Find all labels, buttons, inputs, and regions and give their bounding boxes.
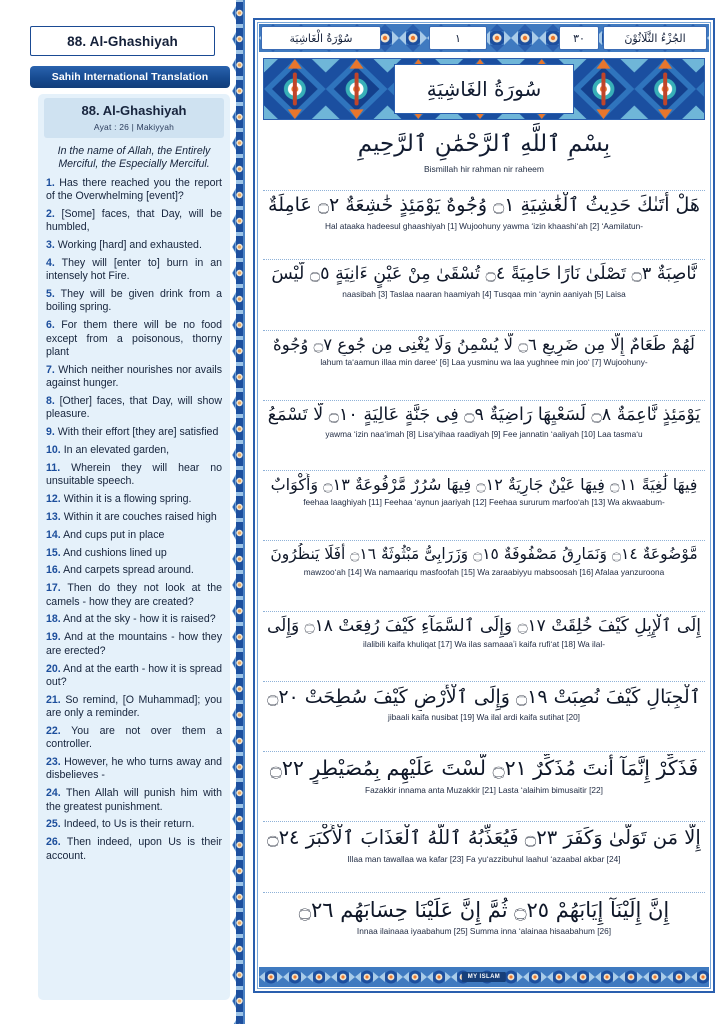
verse-translation-item [46, 426, 222, 439]
translation-panel [38, 94, 230, 1000]
ayah-arabic: ٱلْجِبَالِ كَيْفَ نُصِبَتْ ۝١٩ وَإِلَى ٱلْأَرْضِ كَيْفَ سُطِحَتْ ۝٢٠ [267, 685, 701, 708]
verse-number: 11. [46, 461, 61, 474]
verse-translation-item [46, 288, 222, 315]
verse-translation-item [46, 613, 222, 626]
verse-text: Within it are couches raised high [63, 510, 217, 523]
verse-text: [Other] faces, that Day, will show pleasure. [46, 395, 222, 421]
translation-source-ribbon [30, 66, 230, 88]
verse-translation-list [46, 177, 222, 863]
ayah-arabic: إِلَى ٱلْإِبِلِ كَيْفَ خُلِقَتْ ۝١٧ وَإِلَى ٱلسَّمَآءِ كَيْفَ رُفِعَتْ ۝١٨ وَإِلَى [267, 615, 701, 636]
ayah-transliteration: Fazakkir innama anta Muzakkir [21] Lasta ʻalaihim bimusaitir [22] [365, 784, 603, 795]
surah-header-banner [263, 58, 705, 120]
surah-banner-plate [394, 64, 574, 114]
verse-translation-item [46, 756, 222, 783]
verse-number: 9. [46, 426, 55, 439]
verse-translation-item [46, 257, 222, 284]
ayah-arabic: فَذَكِّرْ إِنَّمَآ أَنتَ مُذَكِّرٌ ۝٢١ لَّسْتَ عَلَيْهِم بِمُصَيْطِرٍ ۝٢٢ [269, 756, 699, 781]
verse-number: 24. [46, 787, 61, 800]
ayah-transliteration: feehaa laaghiyah [11] Feehaa ʻaynun jaariyah [12] Feehaa sururum marfooʻah [13] Wa akwaabum- [303, 497, 665, 508]
bismillah-translation: In the name of Allah, the Entirely Merciful, the Especially Merciful. [57, 144, 211, 171]
ayah-row [263, 541, 705, 611]
verse-translation-item [46, 511, 222, 524]
surah-banner-title: سُورَةُ الغَاشِيَةِ [426, 77, 542, 101]
surah-meta-box [44, 98, 224, 138]
verse-number: 19. [46, 631, 61, 644]
verse-translation-item [46, 444, 222, 457]
verse-text: Which neither nourishes nor avails against hunger. [46, 363, 222, 390]
ayah-transliteration: mawzooʻah [14] Wa namaariqu masfoofah [15] Wa zaraabiyyu mabsoosah [16] Afalaa yanzuroona [303, 566, 665, 577]
ayah-rows [263, 190, 705, 963]
band-juz-number [559, 26, 599, 50]
verse-text: They will be given drink from a boiling spring. [46, 288, 222, 314]
verse-number: 15. [46, 546, 61, 559]
surah-title-box [30, 26, 215, 56]
ayah-transliteration: ilalibili kaifa khuliqat [17] Wa ilas samaaaʼi kaifa rufiʻat [18] Wa ilal- [363, 639, 605, 650]
verse-text: You are not over them a controller. [46, 724, 222, 751]
verse-translation-item [46, 787, 222, 814]
verse-translation-item [46, 462, 222, 489]
verse-number: 5. [46, 288, 55, 301]
ayah-arabic: إِنَّ إِلَيْنَآ إِيَابَهُمْ ۝٢٥ ثُمَّ إِنَّ عَلَيْنَا حِسَابَهُم ۝٢٦ [298, 897, 670, 922]
verse-text: And cups put in place [63, 528, 165, 541]
ayah-transliteration: jibaali kaifa nusibat [19] Wa ilal ardi kaifa sutihat [20] [387, 712, 580, 723]
verse-number: 14. [46, 528, 61, 541]
surah-meta-sub: Ayat : 26 | Makiyyah [93, 121, 175, 132]
verse-number: 3. [46, 239, 55, 252]
verse-text: So remind, [O Muhammad]; you are only a reminder. [46, 693, 222, 720]
verse-number: 21. [46, 693, 61, 706]
verse-text: However, he who turns away and disbelieves - [46, 756, 222, 782]
verse-number: 7. [46, 363, 55, 376]
verse-translation-item [46, 208, 222, 235]
ayah-row [263, 612, 705, 682]
verse-number: 20. [46, 662, 61, 675]
verse-text: And cushions lined up [63, 546, 167, 559]
bottom-ornament-band [259, 967, 709, 987]
arabic-column [248, 0, 725, 1024]
ayah-row [263, 260, 705, 330]
verse-text: And carpets spread around. [63, 564, 194, 577]
verse-translation-item [46, 836, 222, 863]
ayah-transliteration: naasibah [3] Taslaa naaran haamiyah [4] Tusqaa min ʻaynin aaniyah [5] Laisa [342, 288, 626, 299]
verse-translation-item [46, 663, 222, 690]
ayah-row [263, 331, 705, 401]
verse-number: 4. [46, 256, 55, 269]
verse-text: [Some] faces, that Day, will be humbled, [46, 207, 222, 234]
brand-badge: MY ISLAM [462, 972, 506, 982]
arabic-page-frame [253, 18, 715, 993]
bismillah-arabic: بِسْمِ ٱللَّهِ ٱلرَّحْمَٰنِ ٱلرَّحِيمِ [357, 131, 611, 157]
band-juz-number-text: ٣٠ [573, 31, 585, 45]
band-surah-name [261, 26, 381, 50]
verse-translation-item [46, 239, 222, 252]
band-juz-name [603, 26, 707, 50]
translation-source-label: Sahih International Translation [51, 71, 209, 83]
verse-number: 6. [46, 319, 55, 332]
bismillah-transliteration: Bismillah hir rahman nir raheem [424, 164, 544, 175]
verse-translation-item [46, 364, 222, 391]
verse-text: Then indeed, upon Us is their account. [46, 836, 222, 862]
ayah-row [263, 752, 705, 822]
ornamental-divider-strip [232, 0, 246, 1024]
verse-text: Wherein they will hear no unsuitable speech. [46, 461, 222, 488]
verse-translation-item [46, 694, 222, 721]
verse-text: In an elevated garden, [63, 444, 170, 457]
verse-translation-item [46, 631, 222, 658]
page-info-band [259, 24, 709, 52]
band-page-number-text: ١ [455, 31, 461, 45]
verse-number: 17. [46, 582, 61, 595]
verse-translation-item [46, 582, 222, 609]
ayah-row [263, 190, 705, 260]
verse-text: And at the earth - how it is spread out? [46, 662, 223, 688]
ayah-transliteration: lahum taʻaamun illaa min dareeʻ [6] Laa yusminu wa laa yughnee min jooʻ [7] Wujoohuny- [320, 357, 648, 368]
verse-text: For them there will be no food except from a poisonous, thorny plant [46, 319, 222, 358]
verse-number: 13. [46, 510, 61, 523]
ayah-transliteration: Hal ataaka hadeesul ghaashiyah [1] Wujoohuny yawma ʻizin khaashiʻah [2] ʻAamilatun- [324, 220, 644, 231]
verse-text: Indeed, to Us is their return. [63, 818, 195, 831]
verse-number: 10. [46, 444, 61, 457]
ayah-arabic: يَوْمَئِذٍ نَّاعِمَةٌ ۝٨ لِّسَعْيِهَا رَاضِيَةٌ ۝٩ فِى جَنَّةٍ عَالِيَةٍ ۝١٠ لَّا تَسْمَعُ [267, 404, 701, 425]
surah-title-text: 88. Al-Ghashiyah [67, 33, 178, 49]
ayah-row [263, 471, 705, 541]
ayah-arabic: لَهُمْ طَعَامٌ إِلَّا مِن ضَرِيعٍ ۝٦ لَّا يُسْمِنُ وَلَا يُغْنِى مِن جُوعٍ ۝٧ وُجُوهٌ [273, 334, 695, 354]
verse-translation-item [46, 564, 222, 577]
verse-text: Within it is a flowing spring. [63, 493, 192, 506]
ayah-row [263, 822, 705, 892]
verse-number: 25. [46, 818, 61, 831]
verse-text: Then do they not look at the camels - how they are created? [46, 582, 222, 608]
ayah-arabic: مَّوْضُوعَةٌ ۝١٤ وَنَمَارِقُ مَصْفُوفَةٌ ۝١٥ وَزَرَابِىُّ مَبْثُوثَةٌ ۝١٦ أَفَلَا يَنظُرُونَ [270, 545, 698, 564]
ayah-row [263, 401, 705, 471]
verse-text: Working [hard] and exhausted. [57, 239, 202, 252]
ayah-arabic: نَّاصِبَةٌ ۝٣ تَصْلَىٰ نَارًا حَامِيَةً ۝٤ تُسْقَىٰ مِنْ عَيْنٍ ءَانِيَةٍ ۝٥ لَّيْسَ [271, 264, 697, 285]
verse-translation-item [46, 395, 222, 422]
verse-number: 18. [46, 613, 61, 626]
verse-translation-item [46, 529, 222, 542]
verse-number: 26. [46, 836, 61, 849]
ayah-row [263, 682, 705, 752]
band-juz-name-text: الجُزْءُ الثَّلَاثُوْنَ [624, 31, 686, 45]
ayah-transliteration: yawma ʻizin naaʻimah [8] Lisaʻyihaa raadiyah [9] Fee jannatin ʻaaliyah [10] Laa tasmaʻu [325, 429, 643, 440]
ayah-row [263, 893, 705, 963]
verse-number: 23. [46, 756, 61, 769]
verse-text: Has there reached you the report of the Overwhelming [event]? [46, 176, 222, 203]
verse-number: 12. [46, 493, 61, 506]
verse-translation-item [46, 177, 222, 204]
verse-number: 1. [46, 176, 55, 189]
ayah-arabic: فِيهَا لَٰغِيَةً ۝١١ فِيهَا عَيْنٌ جَارِيَةٌ ۝١٢ فِيهَا سُرُرٌ مَّرْفُوعَةٌ ۝١٣ وَأَكْوَابٌ [270, 475, 698, 495]
surah-meta-name: 88. Al-Ghashiyah [81, 103, 187, 118]
ayah-arabic: إِلَّا مَن تَوَلَّىٰ وَكَفَرَ ۝٢٣ فَيُعَذِّبُهُ ٱللَّهُ ٱلْعَذَابَ ٱلْأَكْبَرَ ۝٢٤ [267, 826, 701, 850]
ayah-transliteration: Innaa ilainaaa iyaabahum [25] Summa inna ʻalainaa hisaabahum [26] [356, 926, 612, 937]
ayah-arabic: هَلْ أَتَىٰكَ حَدِيثُ ٱلْغَٰشِيَةِ ۝١ وُجُوهٌ يَوْمَئِذٍ خَٰشِعَةٌ ۝٢ عَامِلَةٌ [268, 194, 700, 216]
verse-text: And at the mountains - how they are erected? [46, 631, 223, 657]
bismillah-block [263, 126, 705, 191]
verse-text: With their effort [they are] satisfied [57, 426, 219, 439]
verse-text: Then Allah will punish him with the greatest punishment. [46, 787, 222, 813]
verse-translation-item [46, 547, 222, 560]
verse-text: They will [enter to] burn in an intensely hot Fire. [46, 256, 222, 283]
verse-translation-item [46, 725, 222, 752]
verse-translation-item [46, 493, 222, 506]
verse-translation-item [46, 818, 222, 831]
verse-number: 16. [46, 564, 61, 577]
band-surah-name-text: سُوْرَةُ الْغَاشِيَة [289, 31, 353, 45]
band-page-number [429, 26, 487, 50]
translation-column [0, 0, 248, 1024]
verse-number: 2. [46, 207, 55, 220]
ayah-transliteration: Illaa man tawallaa wa kafar [23] Fa yuʻazzibuhul laahul ʻazaabal akbar [24] [347, 853, 621, 864]
verse-number: 8. [46, 395, 55, 407]
verse-number: 22. [46, 724, 61, 737]
verse-translation-item [46, 319, 222, 359]
verse-text: And at the sky - how it is raised? [63, 613, 216, 626]
